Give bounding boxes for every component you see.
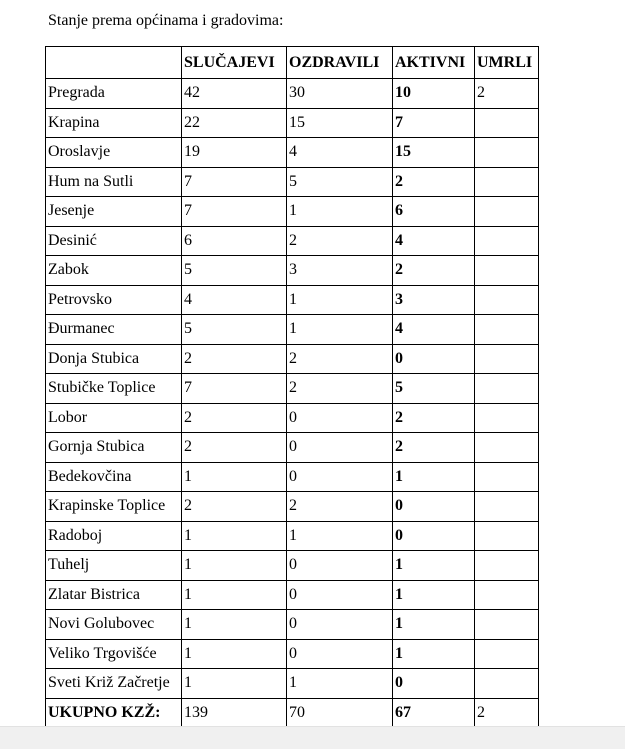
cases-cell: 7: [182, 374, 287, 404]
municipality-cell: Desinić: [46, 226, 182, 256]
cases-cell: 7: [182, 167, 287, 197]
table-row: [46, 256, 539, 286]
municipality-cell: Krapina: [46, 108, 182, 138]
table-row: [46, 580, 539, 610]
municipality-cell: Stubičke Toplice: [46, 374, 182, 404]
active-cell: 1: [393, 610, 475, 640]
cases-cell: 2: [182, 433, 287, 463]
cases-cell: 1: [182, 669, 287, 699]
municipality-cell: Bedekovčina: [46, 462, 182, 492]
deaths-cell: [475, 285, 539, 315]
table-total-row: [46, 698, 539, 728]
cases-cell: 22: [182, 108, 287, 138]
header-cell-deaths: UMRLI: [475, 47, 539, 79]
cases-cell: 5: [182, 256, 287, 286]
municipality-cell: Petrovsko: [46, 285, 182, 315]
deaths-cell: 2: [475, 698, 539, 728]
header-cell-municipality: [46, 47, 182, 79]
recovered-cell: 4: [287, 138, 393, 168]
active-cell: 2: [393, 167, 475, 197]
deaths-cell: [475, 462, 539, 492]
municipality-cell: Krapinske Toplice: [46, 492, 182, 522]
municipality-cell: Gornja Stubica: [46, 433, 182, 463]
cases-cell: 1: [182, 580, 287, 610]
municipality-cell: UKUPNO KZŽ:: [46, 698, 182, 728]
table-row: [46, 639, 539, 669]
recovered-cell: 15: [287, 108, 393, 138]
municipality-cell: Radoboj: [46, 521, 182, 551]
recovered-cell: 30: [287, 79, 393, 109]
active-cell: 1: [393, 580, 475, 610]
deaths-cell: [475, 197, 539, 227]
table-row: [46, 403, 539, 433]
table-row: [46, 610, 539, 640]
cases-cell: 139: [182, 698, 287, 728]
recovered-cell: 0: [287, 403, 393, 433]
deaths-cell: [475, 610, 539, 640]
deaths-cell: [475, 226, 539, 256]
table-row: [46, 167, 539, 197]
cases-cell: 1: [182, 639, 287, 669]
recovered-cell: 3: [287, 256, 393, 286]
municipality-cell: Zabok: [46, 256, 182, 286]
recovered-cell: 0: [287, 551, 393, 581]
deaths-cell: [475, 433, 539, 463]
recovered-cell: 5: [287, 167, 393, 197]
recovered-cell: 70: [287, 698, 393, 728]
recovered-cell: 0: [287, 433, 393, 463]
bottom-scroll-bar: [0, 726, 625, 749]
municipality-cell: Lobor: [46, 403, 182, 433]
table-row: [46, 433, 539, 463]
cases-cell: 1: [182, 551, 287, 581]
active-cell: 3: [393, 285, 475, 315]
table-row: [46, 551, 539, 581]
table-row: [46, 492, 539, 522]
cases-cell: 7: [182, 197, 287, 227]
table-row: [46, 108, 539, 138]
active-cell: 1: [393, 639, 475, 669]
cases-cell: 2: [182, 492, 287, 522]
municipality-cell: Tuhelj: [46, 551, 182, 581]
cases-cell: 1: [182, 462, 287, 492]
recovered-cell: 0: [287, 639, 393, 669]
table-row: [46, 669, 539, 699]
deaths-cell: [475, 256, 539, 286]
table-row: [46, 521, 539, 551]
recovered-cell: 2: [287, 374, 393, 404]
cases-cell: 1: [182, 521, 287, 551]
recovered-cell: 1: [287, 521, 393, 551]
table-row: [46, 285, 539, 315]
deaths-cell: [475, 521, 539, 551]
active-cell: 10: [393, 79, 475, 109]
active-cell: 0: [393, 492, 475, 522]
deaths-cell: [475, 138, 539, 168]
table-row: [46, 462, 539, 492]
deaths-cell: [475, 639, 539, 669]
recovered-cell: 0: [287, 580, 393, 610]
active-cell: 7: [393, 108, 475, 138]
deaths-cell: [475, 580, 539, 610]
table-row: [46, 138, 539, 168]
deaths-cell: [475, 551, 539, 581]
deaths-cell: [475, 167, 539, 197]
active-cell: 67: [393, 698, 475, 728]
active-cell: 15: [393, 138, 475, 168]
covid-stats-table: [45, 46, 539, 728]
active-cell: 0: [393, 669, 475, 699]
deaths-cell: [475, 492, 539, 522]
recovered-cell: 1: [287, 285, 393, 315]
municipality-cell: Hum na Sutli: [46, 167, 182, 197]
header-cell-recovered: OZDRAVILI: [287, 47, 393, 79]
active-cell: 1: [393, 551, 475, 581]
document-heading: Stanje prema općinama i gradovima:: [48, 12, 284, 29]
table-row: [46, 226, 539, 256]
active-cell: 0: [393, 521, 475, 551]
active-cell: 4: [393, 315, 475, 345]
table-body: [46, 47, 539, 728]
active-cell: 0: [393, 344, 475, 374]
cases-cell: 1: [182, 610, 287, 640]
cases-cell: 19: [182, 138, 287, 168]
table-row: [46, 315, 539, 345]
recovered-cell: 2: [287, 344, 393, 374]
municipality-cell: Donja Stubica: [46, 344, 182, 374]
cases-cell: 5: [182, 315, 287, 345]
deaths-cell: [475, 344, 539, 374]
table-row: [46, 197, 539, 227]
header-cell-active: AKTIVNI: [393, 47, 475, 79]
municipality-cell: Novi Golubovec: [46, 610, 182, 640]
municipality-cell: Pregrada: [46, 79, 182, 109]
municipality-cell: Zlatar Bistrica: [46, 580, 182, 610]
recovered-cell: 1: [287, 315, 393, 345]
recovered-cell: 1: [287, 669, 393, 699]
active-cell: 6: [393, 197, 475, 227]
recovered-cell: 0: [287, 462, 393, 492]
cases-cell: 6: [182, 226, 287, 256]
table-row: [46, 374, 539, 404]
deaths-cell: [475, 669, 539, 699]
cases-cell: 2: [182, 403, 287, 433]
recovered-cell: 0: [287, 610, 393, 640]
municipality-cell: Veliko Trgovišće: [46, 639, 182, 669]
deaths-cell: [475, 108, 539, 138]
active-cell: 2: [393, 433, 475, 463]
active-cell: 2: [393, 256, 475, 286]
recovered-cell: 2: [287, 492, 393, 522]
municipality-cell: Sveti Križ Začretje: [46, 669, 182, 699]
deaths-cell: [475, 374, 539, 404]
recovered-cell: 1: [287, 197, 393, 227]
municipality-cell: Jesenje: [46, 197, 182, 227]
cases-cell: 42: [182, 79, 287, 109]
deaths-cell: [475, 315, 539, 345]
municipality-cell: Đurmanec: [46, 315, 182, 345]
active-cell: 4: [393, 226, 475, 256]
deaths-cell: 2: [475, 79, 539, 109]
table-row: [46, 79, 539, 109]
deaths-cell: [475, 403, 539, 433]
table-row: [46, 344, 539, 374]
active-cell: 2: [393, 403, 475, 433]
recovered-cell: 2: [287, 226, 393, 256]
header-cell-cases: SLUČAJEVI: [182, 47, 287, 79]
cases-cell: 4: [182, 285, 287, 315]
table-header-row: [46, 47, 539, 79]
cases-cell: 2: [182, 344, 287, 374]
active-cell: 5: [393, 374, 475, 404]
active-cell: 1: [393, 462, 475, 492]
municipality-cell: Oroslavje: [46, 138, 182, 168]
